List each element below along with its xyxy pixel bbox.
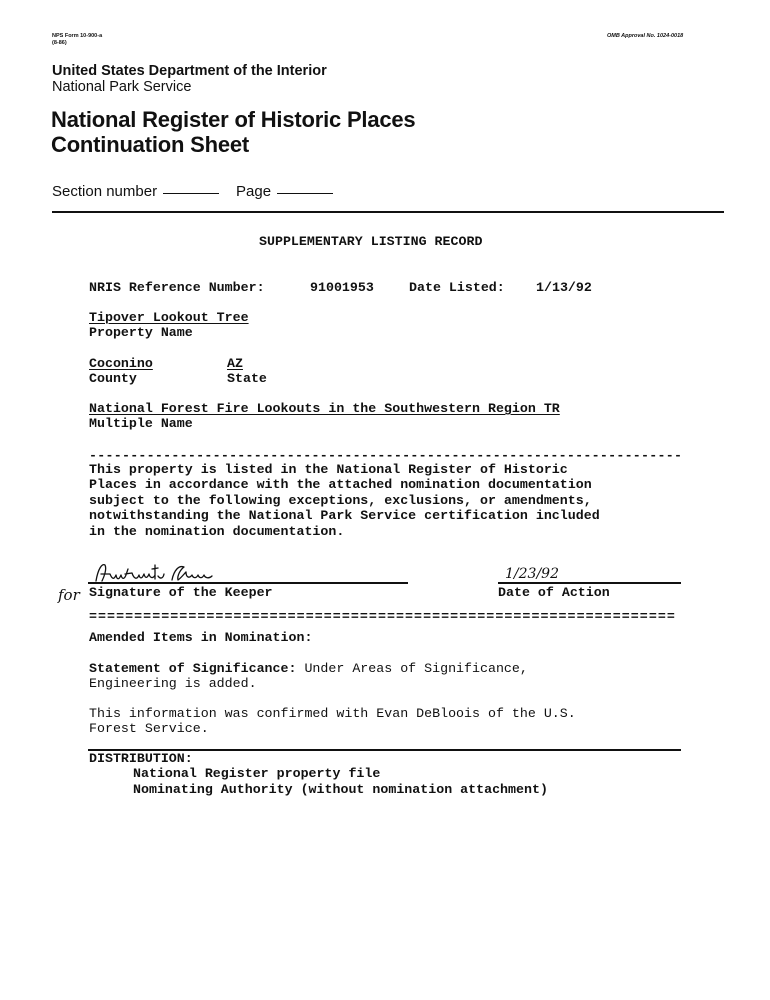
distribution-label: DISTRIBUTION: xyxy=(89,751,193,766)
signature-line xyxy=(88,582,408,584)
state-value: AZ xyxy=(227,356,243,371)
date-of-action-line xyxy=(498,582,681,584)
record-heading: SUPPLEMENTARY LISTING RECORD xyxy=(259,234,483,249)
agency-name: National Park Service xyxy=(52,79,192,95)
statement-line-5: in the nomination documentation. xyxy=(89,524,345,539)
double-divider: ================================================================= xyxy=(89,612,676,622)
page-blank xyxy=(277,193,333,194)
distribution-item: National Register property file xyxy=(133,766,381,781)
form-date: (8-86) xyxy=(52,40,67,46)
nris-label: NRIS Reference Number: xyxy=(89,280,265,295)
statement-line-2: Places in accordance with the attached nomination documentation xyxy=(89,477,592,492)
county-value: Coconino xyxy=(89,356,153,371)
page-subtitle: Continuation Sheet xyxy=(51,132,250,157)
section-number-blank xyxy=(163,193,219,194)
multiple-name-label: Multiple Name xyxy=(89,416,193,431)
section-number-label: Section number xyxy=(52,183,158,200)
state-label: State xyxy=(227,371,267,386)
multiple-name-value: National Forest Fire Lookouts in the Southwestern Region TR xyxy=(89,401,560,416)
property-name-label: Property Name xyxy=(89,325,193,340)
date-listed-value: 1/13/92 xyxy=(536,280,592,295)
significance-text-2: Engineering is added. xyxy=(89,676,257,691)
amended-heading: Amended Items in Nomination: xyxy=(89,630,313,645)
omb-approval: OMB Approval No. 1024-0018 xyxy=(607,33,684,39)
dashed-divider: ------------------------------------------------------------------------ xyxy=(89,448,683,463)
county-label: County xyxy=(89,371,137,386)
significance-label: Statement of Significance: xyxy=(89,661,297,676)
page-title: National Register of Historic Places xyxy=(51,107,416,132)
confirm-line-2: Forest Service. xyxy=(89,721,209,736)
statement-line-1: This property is listed in the National Register of Historic xyxy=(89,462,568,477)
significance-text: Under Areas of Significance, xyxy=(296,661,528,676)
section-number-field xyxy=(52,183,219,200)
statement-line-4: notwithstanding the National Park Service certification included xyxy=(89,508,600,523)
signature-label: Signature of the Keeper xyxy=(89,585,273,600)
form-number: NPS Form 10-900-a xyxy=(52,33,103,39)
statement-line-3: subject to the following exceptions, exclusions, or amendments, xyxy=(89,493,592,508)
distribution-item: Nominating Authority (without nomination attachment) xyxy=(133,782,548,797)
department-name: United States Department of the Interior xyxy=(52,63,327,79)
handwritten-for: for xyxy=(58,586,80,604)
page-field xyxy=(236,183,333,200)
handwritten-date: 1/23/92 xyxy=(505,566,559,582)
page-label: Page xyxy=(236,183,272,200)
property-name-value: Tipover Lookout Tree xyxy=(89,310,249,325)
nris-value: 91001953 xyxy=(310,280,374,295)
significance-line xyxy=(89,661,528,676)
date-of-action-label: Date of Action xyxy=(498,585,610,600)
date-listed-label: Date Listed: xyxy=(409,280,505,295)
header-rule xyxy=(52,211,724,213)
confirm-line-1: This information was confirmed with Evan DeBloois of the U.S. xyxy=(89,706,576,721)
